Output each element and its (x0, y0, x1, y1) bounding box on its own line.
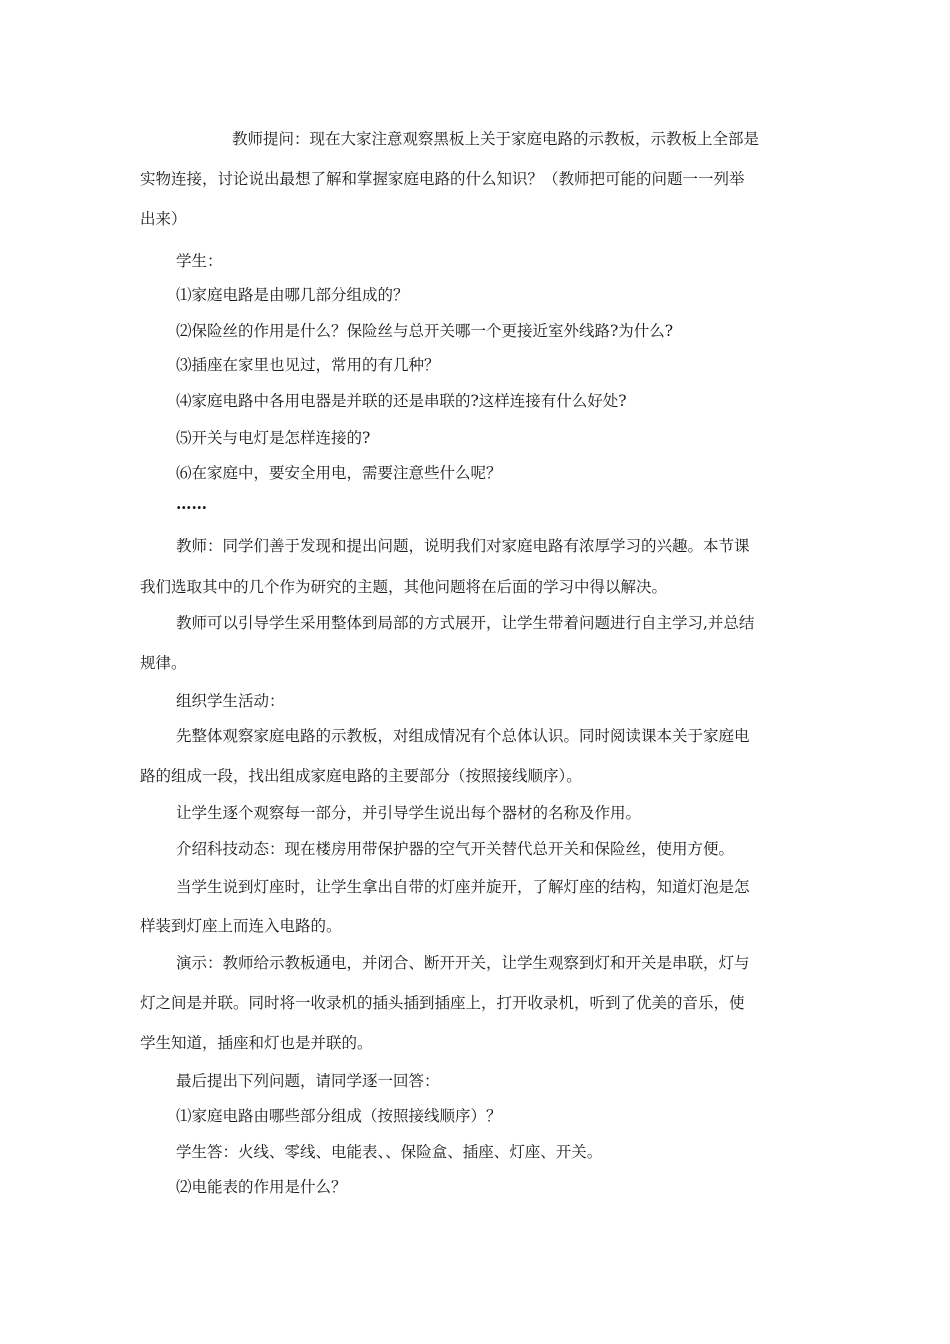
paragraph-line: 样装到灯座上而连入电路的。 (140, 917, 342, 935)
paragraph-line: 规律。 (140, 654, 187, 672)
question-item: ⑴家庭电路是由哪几部分组成的？ (176, 286, 409, 304)
question-item: ⑸开关与电灯是怎样连接的? (176, 429, 371, 447)
paragraph-line: 当学生说到灯座时，让学生拿出自带的灯座并旋开，了解灯座的结构，知道灯泡是怎 (176, 878, 750, 896)
question-item: ⑴家庭电路由哪些部分组成（按照接线顺序）？ (176, 1107, 502, 1125)
paragraph-line: 让学生逐个观察每一部分，并引导学生说出每个器材的名称及作用。 (176, 804, 642, 822)
paragraph-line: 最后提出下列问题，请同学逐一回答： (176, 1072, 440, 1090)
question-item: ⑵保险丝的作用是什么？保险丝与总开关哪一个更接近室外线路?为什么? (176, 322, 674, 340)
question-item: ⑶插座在家里也见过，常用的有几种？ (176, 356, 440, 374)
paragraph-line: 教师：同学们善于发现和提出问题，说明我们对家庭电路有浓厚学习的兴趣。本节课 (176, 537, 750, 555)
paragraph-line: 先整体观察家庭电路的示教板，对组成情况有个总体认识。同时阅读课本关于家庭电 (176, 727, 750, 745)
answer-line: 学生答：火线、零线、电能表、、保险盒、插座、灯座、开关。 (176, 1143, 603, 1161)
paragraph-line: 组织学生活动： (176, 692, 285, 710)
question-item: ⑹在家庭中，要安全用电，需要注意些什么呢？ (176, 464, 502, 482)
question-item: ⑵电能表的作用是什么？ (176, 1178, 347, 1196)
student-label: 学生： (176, 252, 223, 270)
paragraph-line: 介绍科技动态：现在楼房用带保护器的空气开关替代总开关和保险丝，使用方便。 (176, 840, 735, 858)
paragraph-line: 学生知道，插座和灯也是并联的。 (140, 1034, 373, 1052)
paragraph-line: 教师可以引导学生采用整体到局部的方式展开，让学生带着问题进行自主学习,并总结 (176, 614, 755, 632)
paragraph-line: 我们选取其中的几个作为研究的主题，其他问题将在后面的学习中得以解决。 (140, 578, 668, 596)
paragraph-line: 灯之间是并联。同时将一收录机的插头插到插座上，打开收录机，听到了优美的音乐，使 (140, 994, 745, 1012)
paragraph-line: 实物连接，讨论说出最想了解和掌握家庭电路的什么知识？（教师把可能的问题一一列举 (140, 170, 745, 188)
paragraph-line: 出来） (140, 210, 187, 228)
paragraph-line: 教师提问：现在大家注意观察黑板上关于家庭电路的示教板，示教板上全部是 (232, 130, 760, 148)
paragraph-line: 演示：教师给示教板通电，并闭合、断开开关，让学生观察到灯和开关是串联，灯与 (176, 954, 750, 972)
question-item: ⑷家庭电路中各用电器是并联的还是串联的?这样连接有什么好处? (176, 392, 627, 410)
ellipsis: …… (176, 494, 207, 513)
paragraph-line: 路的组成一段，找出组成家庭电路的主要部分（按照接线顺序）。 (140, 767, 582, 785)
